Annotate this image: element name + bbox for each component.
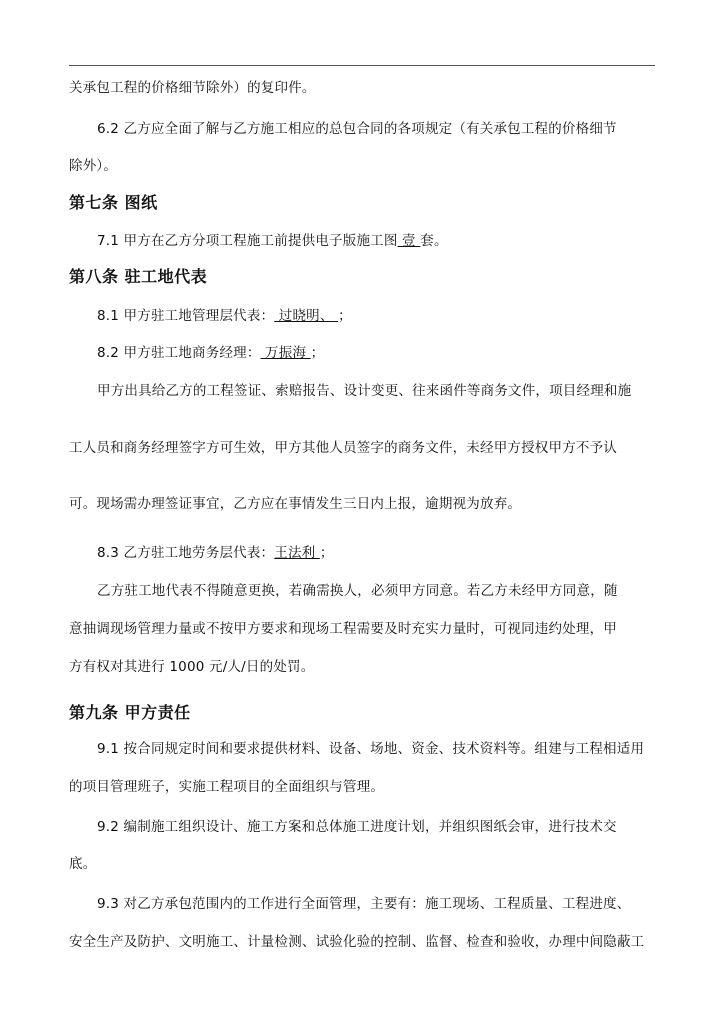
article-8-heading: 第八条 驻工地代表 xyxy=(69,267,208,286)
clause-9-2-line-1: 9.2 编制施工组织设计、施工方案和总体施工进度计划，并组织图纸会审，进行技术交 xyxy=(97,819,617,835)
clause-8-1-text: 8.1 甲方驻工地管理层代表： xyxy=(97,308,275,324)
commercial-docs-para-line-3: 可。现场需办理签证事宜，乙方应在事情发生三日内上报，逾期视为放弃。 xyxy=(69,496,522,512)
labor-rep-name: 王法利 xyxy=(274,545,320,561)
clause-8-2-suffix: ； xyxy=(310,345,325,361)
clause-9-2-line-2: 底。 xyxy=(69,856,97,872)
commercial-docs-para-line-1: 甲方出具给乙方的工程签证、索赔报告、设计变更、往来函件等商务文件，项目经理和施 xyxy=(97,383,632,399)
commercial-manager-name: 万振海 xyxy=(260,345,311,361)
rep-change-para-line-1: 乙方驻工地代表不得随意更换，若确需换人，必须甲方同意。若乙方未经甲方同意，随 xyxy=(97,583,618,599)
clause-7-1-text: 7.1 甲方在乙方分项工程施工前提供电子版施工图 xyxy=(97,233,398,249)
header-rule xyxy=(69,65,655,66)
clause-8-2-text: 8.2 甲方驻工地商务经理： xyxy=(97,345,261,361)
commercial-docs-para-line-2: 工人员和商务经理签字方可生效，甲方其他人员签字的商务文件，未经甲方授权甲方不予认 xyxy=(69,440,617,456)
clause-6-2-line-1: 6.2 乙方应全面了解与乙方施工相应的总包合同的各项规定（有关承包工程的价格细节 xyxy=(97,121,617,137)
drawing-sets-count: 壹 xyxy=(397,233,421,249)
clause-6-2-line-2: 除外）。 xyxy=(69,158,118,174)
clause-7-1-suffix: 套。 xyxy=(420,233,448,249)
clause-7-1 xyxy=(97,231,448,251)
clause-8-3 xyxy=(97,543,334,563)
site-manager-name: 过晓明、 xyxy=(274,308,339,324)
clause-8-3-text: 8.3 乙方驻工地劳务层代表： xyxy=(97,545,275,561)
clause-9-1-line-2: 的项目管理班子，实施工程项目的全面组织与管理。 xyxy=(69,779,385,795)
clause-9-1-line-1: 9.1 按合同规定时间和要求提供材料、设备、场地、资金、技术资料等。组建与工程相适用 xyxy=(97,741,645,757)
clause-9-3-line-2: 安全生产及防护、文明施工、计量检测、试验化验的控制、监督、检查和验收，办理中间隐蔽工 xyxy=(69,934,645,950)
clause-8-1-suffix: ； xyxy=(338,308,352,324)
paragraph-continuation: 关承包工程的价格细节除外）的复印件。 xyxy=(69,80,316,96)
rep-change-para-line-3: 方有权对其进行 1000 元/人/日的处罚。 xyxy=(69,659,315,675)
article-7-heading: 第七条 图纸 xyxy=(69,193,158,212)
article-9-heading: 第九条 甲方责任 xyxy=(69,703,191,722)
clause-8-3-suffix: ； xyxy=(319,545,334,561)
clause-9-3-line-1: 9.3 对乙方承包范围内的工作进行全面管理，主要有：施工现场、工程质量、工程进度、 xyxy=(97,896,631,912)
rep-change-para-line-2: 意抽调现场管理力量或不按甲方要求和现场工程需要及时充实力量时，可视同违约处理，甲 xyxy=(69,621,617,637)
clause-8-2 xyxy=(97,343,324,363)
clause-8-1 xyxy=(97,306,352,326)
